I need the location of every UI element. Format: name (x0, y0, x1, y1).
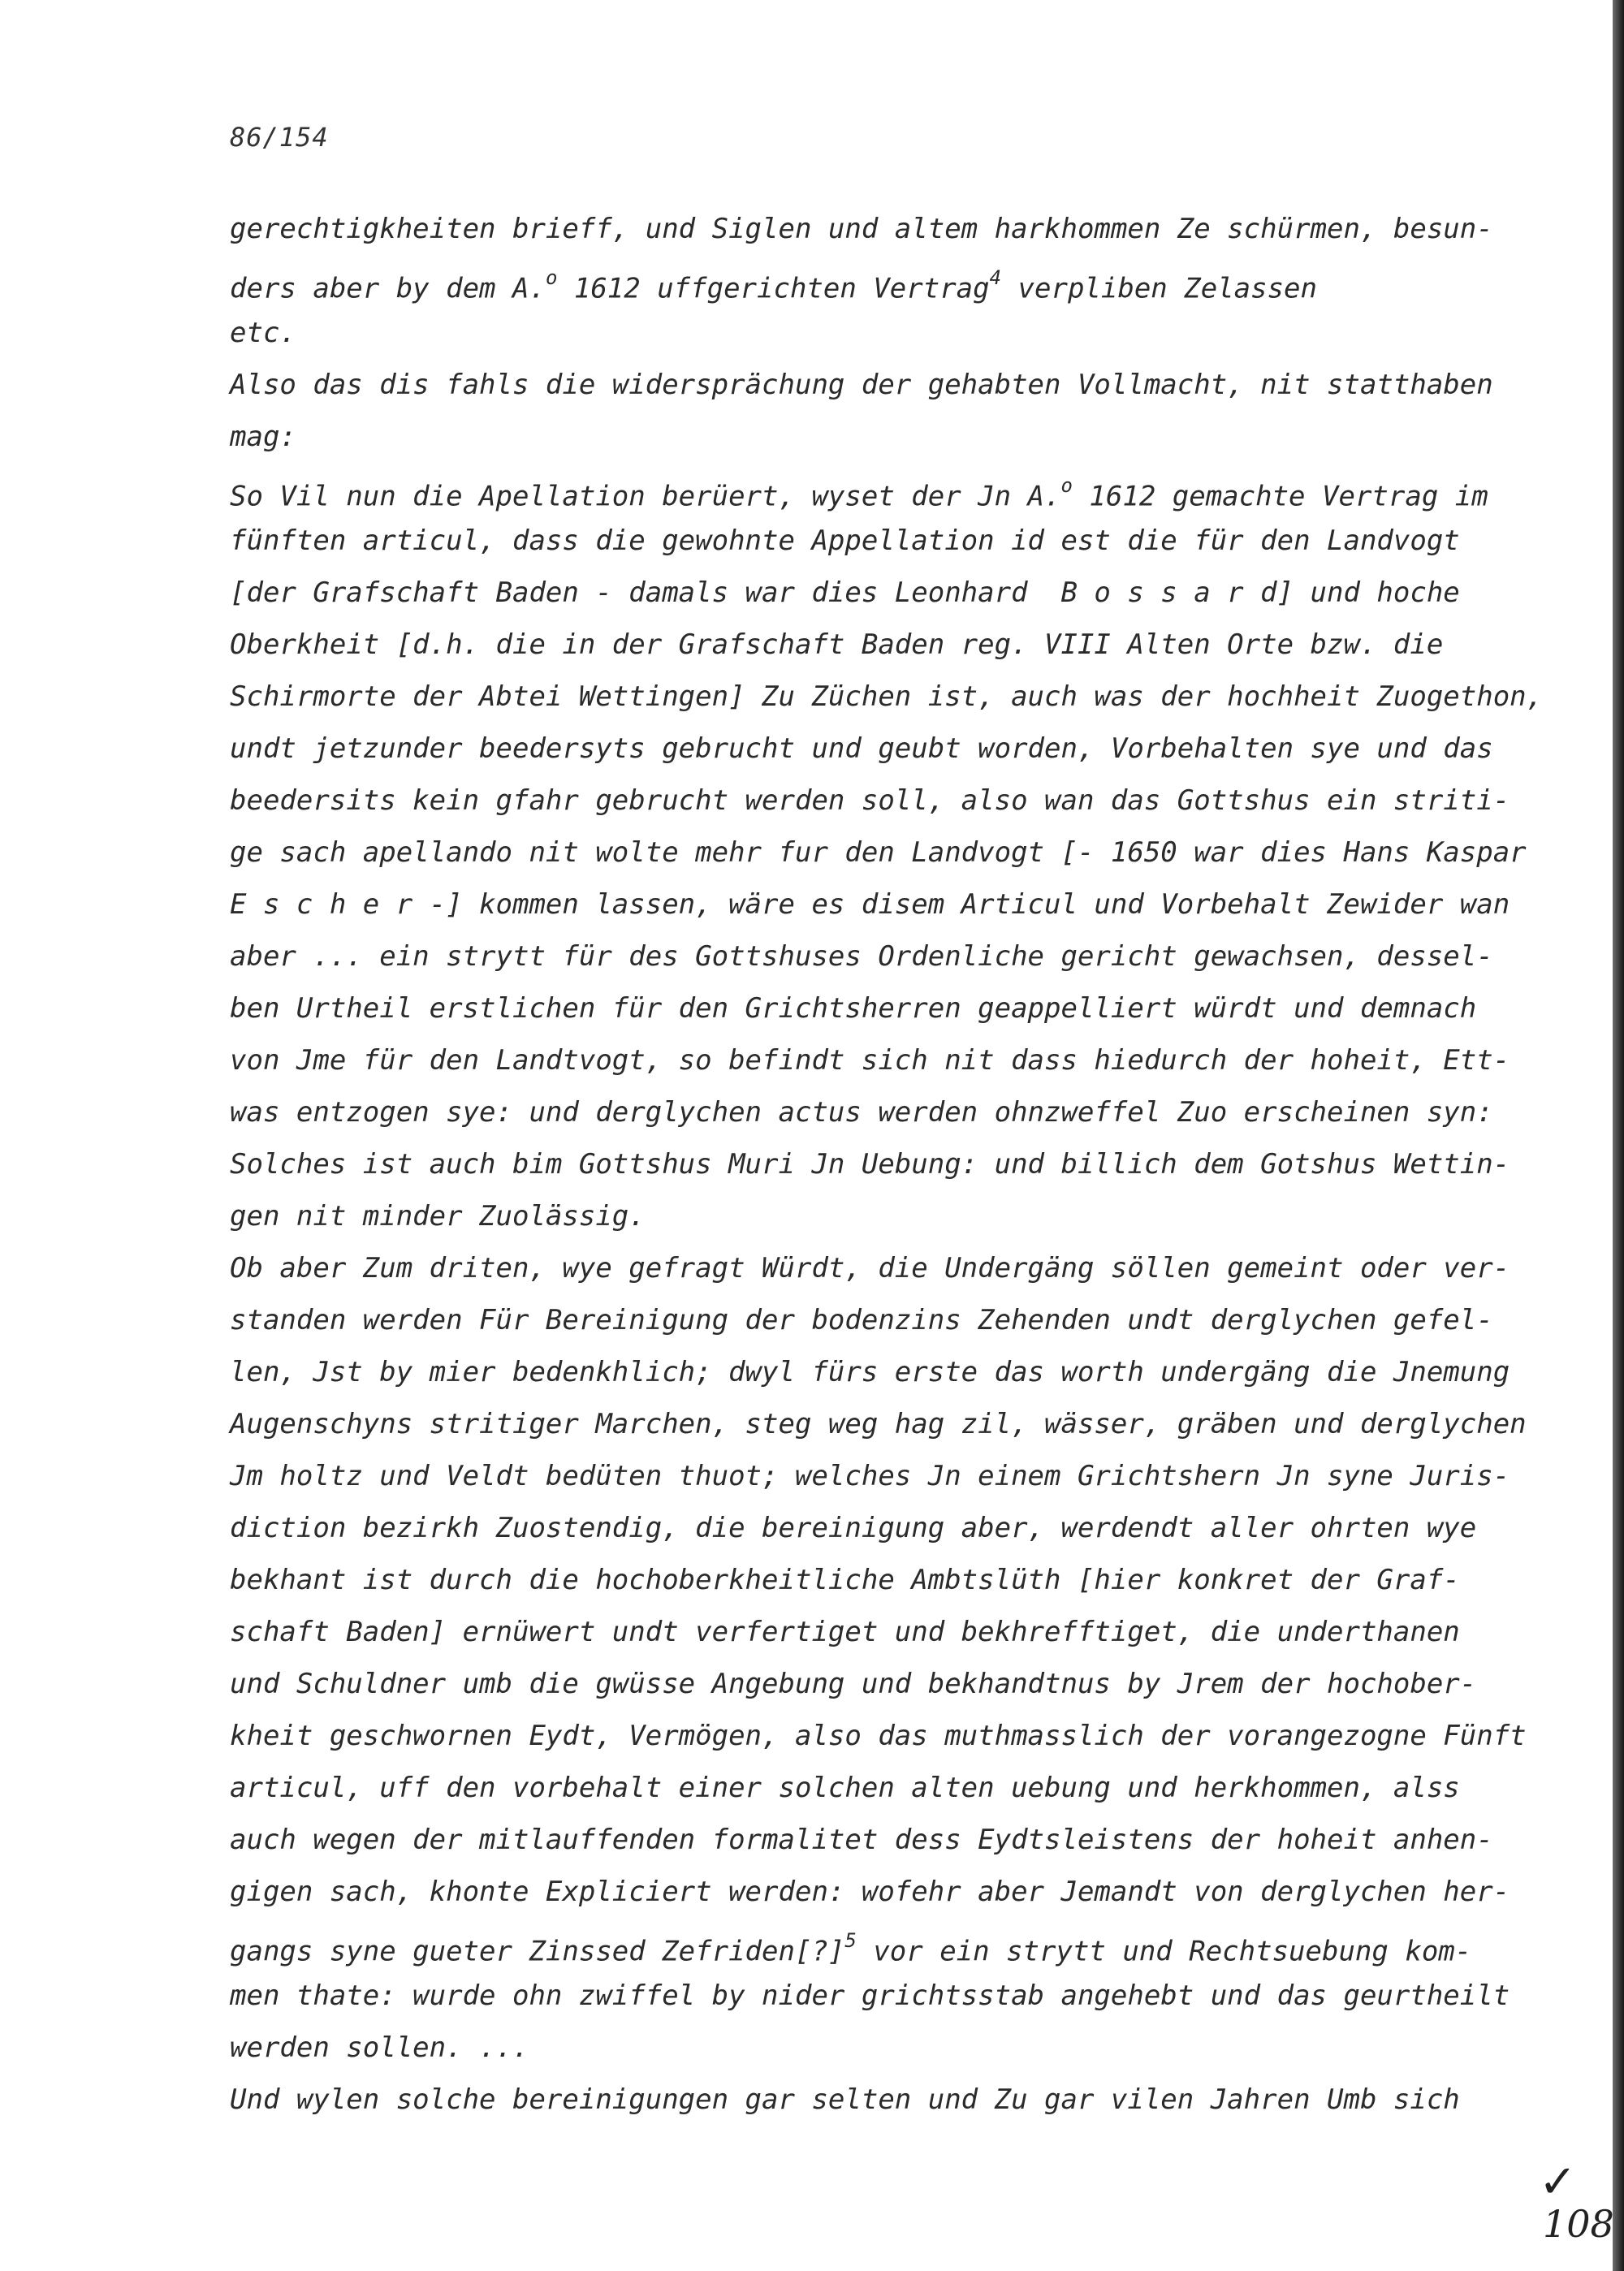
text-line: von Jme für den Landtvogt, so befindt sich nit dass hiedurch der hoheit, Ett- (230, 1044, 1510, 1077)
text-line: auch wegen der mitlauffenden formalitet dess Eydtsleistens der hoheit anhen- (230, 1824, 1493, 1856)
footnote-ref-4: 4 (989, 266, 1002, 289)
text-line: Ob aber Zum driten, wye gefragt Würdt, die Undergäng söllen gemeint oder ver- (230, 1252, 1510, 1284)
handwritten-folio-number: 108 (1543, 2202, 1614, 2246)
text-line: beedersits kein gfahr gebrucht werden soll, also wan das Gottshus ein striti- (230, 784, 1510, 817)
text-line (230, 1918, 1505, 1970)
text-segment: verpliben Zelassen (1001, 272, 1317, 305)
text-line: articul, uff den vorbehalt einer solchen alten uebung und herkhommen, alss (230, 1772, 1460, 1804)
text-line: Also das dis fahls die widersprächung der gehabten Vollmacht, nit statthaben (230, 369, 1493, 401)
text-line: E s c h e r -] kommen lassen, wäre es disem Articul und Vorbehalt Zewider wan (230, 888, 1510, 921)
text-line: etc. (230, 317, 296, 349)
scan-edge-shadow (1613, 0, 1624, 2271)
page-number: 86/154 (230, 122, 329, 153)
text-line: ge sach apellando nit wolte mehr fur den Landvogt [- 1650 war dies Hans Kaspar (230, 836, 1527, 869)
text-line: und Schuldner umb die gwüsse Angebung und bekhandtnus by Jrem der hochober- (230, 1668, 1477, 1700)
text-line: Schirmorte der Abtei Wettingen] Zu Züchen ist, auch was der hochheit Zuogethon, (230, 680, 1544, 713)
text-segment: 1612 gemachte Vertrag im (1072, 480, 1488, 513)
text-line: aber ... ein strytt für des Gottshuses Ordenliche gericht gewachsen, dessel- (230, 940, 1493, 973)
text-line: gen nit minder Zuolässig. (230, 1200, 646, 1233)
text-line: Oberkheit [d.h. die in der Grafschaft Baden reg. VIII Alten Orte bzw. die (230, 628, 1444, 661)
text-line: men thate: wurde ohn zwiffel by nider grichtsstab angehebt und das geurtheilt (230, 1980, 1510, 2012)
text-line: [der Grafschaft Baden - damals war dies Leonhard B o s s a r d] und hoche (230, 576, 1460, 609)
text-segment: vor ein strytt und Rechtsuebung kom- (856, 1935, 1472, 1968)
text-line: was entzogen sye: und derglychen actus werden ohnzweffel Zuo erscheinen syn: (230, 1096, 1493, 1129)
text-line: schaft Baden] ernüwert undt verfertiget und bekhrefftiget, die underthanen (230, 1616, 1460, 1648)
text-line: standen werden Für Bereinigung der bodenzins Zehenden undt derglychen gefel- (230, 1304, 1493, 1336)
superscript-degree: o (1060, 474, 1073, 497)
handwritten-check-mark: ✓ (1539, 2156, 1577, 2208)
text-line: ben Urtheil erstlichen für den Grichtsherren geappelliert würdt und demnach (230, 992, 1477, 1025)
text-line: bekhant ist durch die hochoberkheitliche Ambtslüth [hier konkret der Graf- (230, 1564, 1460, 1596)
text-line: Solches ist auch bim Gottshus Muri Jn Uebung: und billich dem Gotshus Wettin- (230, 1148, 1510, 1181)
text-line: fünften articul, dass die gewohnte Appellation id est die für den Landvogt (230, 525, 1460, 557)
text-line: Jm holtz und Veldt bedüten thuot; welches Jn einem Grichtshern Jn syne Juris- (230, 1460, 1510, 1492)
text-line (230, 463, 1505, 515)
text-line: gerechtigkheiten brieff, und Siglen und altem harkhommen Ze schürmen, besun- (230, 213, 1493, 245)
text-line: Und wylen solche bereinigungen gar selten und Zu gar vilen Jahren Umb sich (230, 2083, 1460, 2116)
text-line: kheit geschwornen Eydt, Vermögen, also das muthmasslich der vorangezogne Fünft (230, 1720, 1527, 1752)
text-segment: So Vil nun die Apellation berüert, wyset der Jn A. (230, 480, 1061, 513)
text-line: undt jetzunder beedersyts gebrucht und geubt worden, Vorbehalten sye und das (230, 732, 1493, 765)
text-line (230, 255, 1505, 307)
text-line: len, Jst by mier bedenkhlich; dwyl fürs erste das worth undergäng die Jnemung (230, 1356, 1510, 1388)
text-line: Augenschyns stritiger Marchen, steg weg hag zil, wässer, gräben und derglychen (230, 1408, 1527, 1440)
footnote-ref-5: 5 (844, 1929, 857, 1952)
text-line: werden sollen. ... (230, 2031, 529, 2064)
text-line: mag: (230, 421, 296, 453)
text-line: diction bezirkh Zuostendig, die bereinigung aber, werdendt aller ohrten wye (230, 1512, 1477, 1544)
text-segment: gangs syne gueter Zinssed Zefriden[?] (230, 1935, 845, 1968)
transcription-body (230, 203, 1544, 2126)
text-segment: 1612 uffgerichten Vertrag (557, 272, 990, 305)
text-line: gigen sach, khonte Expliciert werden: wofehr aber Jemandt von derglychen her- (230, 1876, 1510, 1908)
text-segment: ders aber by dem A. (230, 272, 546, 305)
superscript-degree: o (545, 266, 558, 289)
